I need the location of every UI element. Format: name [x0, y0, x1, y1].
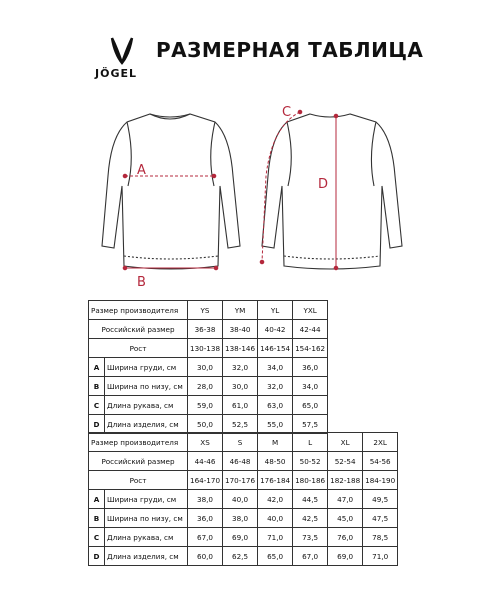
table-row: [89, 490, 398, 509]
table-row: [89, 301, 328, 320]
header-label: Размер производителя: [89, 433, 188, 452]
table-cell: 130-138: [188, 339, 223, 358]
table-cell: 69,0: [328, 547, 363, 566]
table-cell: 73,5: [293, 528, 328, 547]
size-cell: M: [258, 433, 293, 452]
table-cell: 50,0: [188, 415, 223, 434]
row-name: Ширина груди, см: [105, 490, 188, 509]
size-cell: YS: [188, 301, 223, 320]
table-cell: 146-154: [258, 339, 293, 358]
table-cell: 34,0: [258, 358, 293, 377]
table-cell: 52-54: [328, 452, 363, 471]
table-row: [89, 547, 398, 566]
table-cell: 78,5: [363, 528, 398, 547]
size-cell: S: [223, 433, 258, 452]
table-cell: 71,0: [363, 547, 398, 566]
table-cell: 34,0: [293, 377, 328, 396]
table-cell: 42-44: [293, 320, 328, 339]
table-cell: 40-42: [258, 320, 293, 339]
table-cell: 30,0: [223, 377, 258, 396]
table-cell: 49,5: [363, 490, 398, 509]
label-d: D: [318, 177, 329, 192]
table-cell: 63,0: [258, 396, 293, 415]
row-letter: D: [89, 547, 105, 566]
table-cell: 38-40: [223, 320, 258, 339]
table-cell: 76,0: [328, 528, 363, 547]
table-cell: 61,0: [223, 396, 258, 415]
size-table-adult: [88, 432, 398, 566]
table-row: [89, 509, 398, 528]
height-label: Рост: [89, 471, 188, 490]
garment-diagram: [0, 96, 499, 296]
label-a: A: [137, 163, 146, 178]
row-letter: C: [89, 528, 105, 547]
table-cell: 45,0: [328, 509, 363, 528]
table-cell: 170-176: [223, 471, 258, 490]
table-cell: 50-52: [293, 452, 328, 471]
table-cell: 46-48: [223, 452, 258, 471]
table-cell: 138-146: [223, 339, 258, 358]
table-cell: 32,0: [258, 377, 293, 396]
label-b: B: [137, 275, 146, 290]
table-cell: 36,0: [188, 509, 223, 528]
table-cell: 44,5: [293, 490, 328, 509]
table-row: [89, 320, 328, 339]
size-cell: YM: [223, 301, 258, 320]
table-row: [89, 415, 328, 434]
row-name: Длина изделия, см: [105, 415, 188, 434]
header-label: Размер производителя: [89, 301, 188, 320]
row-letter: C: [89, 396, 105, 415]
table-cell: 71,0: [258, 528, 293, 547]
table-cell: 42,0: [258, 490, 293, 509]
table-cell: 55,0: [258, 415, 293, 434]
table-cell: 60,0: [188, 547, 223, 566]
table-cell: 65,0: [258, 547, 293, 566]
row-letter: D: [89, 415, 105, 434]
table-cell: 62,5: [223, 547, 258, 566]
table-cell: 42,5: [293, 509, 328, 528]
table-cell: 184-190: [363, 471, 398, 490]
table-cell: 30,0: [188, 358, 223, 377]
table-cell: 164-170: [188, 471, 223, 490]
table-cell: 28,0: [188, 377, 223, 396]
row-letter: B: [89, 509, 105, 528]
table-cell: 154-162: [293, 339, 328, 358]
table-cell: 176-184: [258, 471, 293, 490]
row-name: Длина рукава, см: [105, 528, 188, 547]
table-cell: 47,5: [363, 509, 398, 528]
russian-label: Российский размер: [89, 452, 188, 471]
table-cell: 180-186: [293, 471, 328, 490]
table-row: [89, 358, 328, 377]
table-cell: 44-46: [188, 452, 223, 471]
size-cell: XS: [188, 433, 223, 452]
table-cell: 182-188: [328, 471, 363, 490]
size-cell: 2XL: [363, 433, 398, 452]
table-row: [89, 471, 398, 490]
measurement-lines: [123, 110, 338, 270]
back-view: [262, 114, 402, 269]
row-letter: B: [89, 377, 105, 396]
table-cell: 54-56: [363, 452, 398, 471]
row-name: Длина рукава, см: [105, 396, 188, 415]
page-title: РАЗМЕРНАЯ ТАБЛИЦА: [156, 38, 424, 62]
table-cell: 65,0: [293, 396, 328, 415]
russian-label: Российский размер: [89, 320, 188, 339]
table-cell: 38,0: [223, 509, 258, 528]
row-name: Ширина груди, см: [105, 358, 188, 377]
row-letter: A: [89, 358, 105, 377]
row-name: Ширина по низу, см: [105, 377, 188, 396]
table-cell: 36-38: [188, 320, 223, 339]
row-letter: A: [89, 490, 105, 509]
table-row: [89, 452, 398, 471]
table-row: [89, 396, 328, 415]
table-cell: 47,0: [328, 490, 363, 509]
size-cell: L: [293, 433, 328, 452]
height-label: Рост: [89, 339, 188, 358]
table-cell: 40,0: [258, 509, 293, 528]
table-cell: 67,0: [293, 547, 328, 566]
table-cell: 57,5: [293, 415, 328, 434]
table-cell: 67,0: [188, 528, 223, 547]
row-name: Ширина по низу, см: [105, 509, 188, 528]
table-cell: 40,0: [223, 490, 258, 509]
table-cell: 52,5: [223, 415, 258, 434]
table-cell: 32,0: [223, 358, 258, 377]
table-row: [89, 528, 398, 547]
table-cell: 48-50: [258, 452, 293, 471]
table-cell: 59,0: [188, 396, 223, 415]
row-name: Длина изделия, см: [105, 547, 188, 566]
size-table-youth: [88, 300, 328, 434]
size-cell: XL: [328, 433, 363, 452]
table-row: [89, 377, 328, 396]
table-cell: 38,0: [188, 490, 223, 509]
table-row: [89, 433, 398, 452]
front-view: [102, 114, 240, 269]
label-c: C: [282, 105, 292, 120]
size-cell: YXL: [293, 301, 328, 320]
size-cell: YL: [258, 301, 293, 320]
brand-wordmark: JÖGEL: [95, 67, 137, 80]
table-cell: 36,0: [293, 358, 328, 377]
table-row: [89, 339, 328, 358]
header: [0, 0, 499, 90]
table-cell: 69,0: [223, 528, 258, 547]
